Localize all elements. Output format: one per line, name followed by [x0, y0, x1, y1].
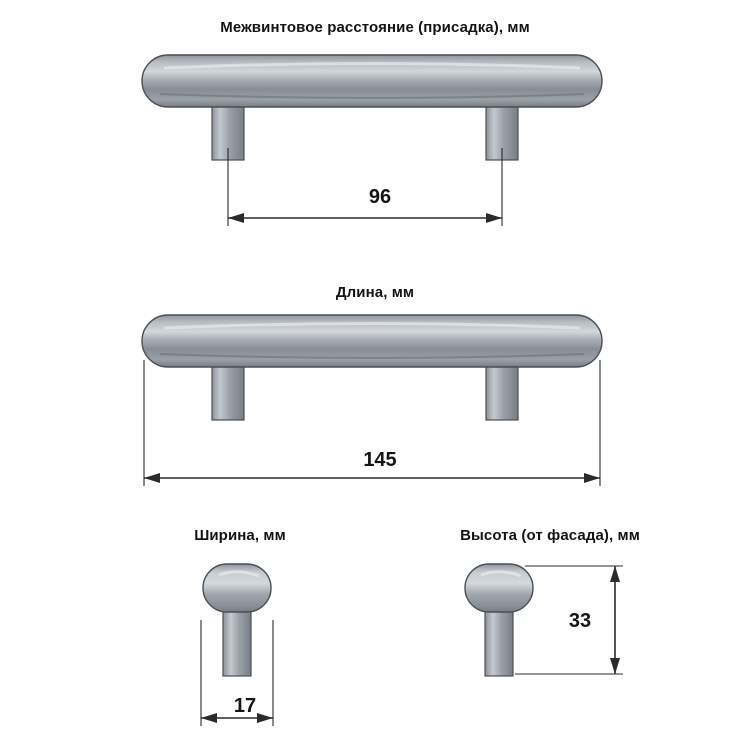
figure-caption-center-distance: Межвинтовое расстояние (присадка), мм [220, 19, 530, 36]
figure-caption-width: Ширина, мм [194, 527, 286, 544]
figure-caption-length: Длина, мм [335, 284, 415, 301]
dimension-label-height: 33 [568, 610, 592, 632]
figure-center-distance [130, 48, 630, 248]
dimension-label-length: 145 [363, 449, 397, 471]
dimension-label-center-distance: 96 [368, 186, 392, 208]
dimension-label-width: 17 [233, 695, 257, 717]
figure-caption-height: Высота (от фасада), мм [460, 527, 640, 544]
handle-drawing-center-distance [130, 48, 630, 248]
